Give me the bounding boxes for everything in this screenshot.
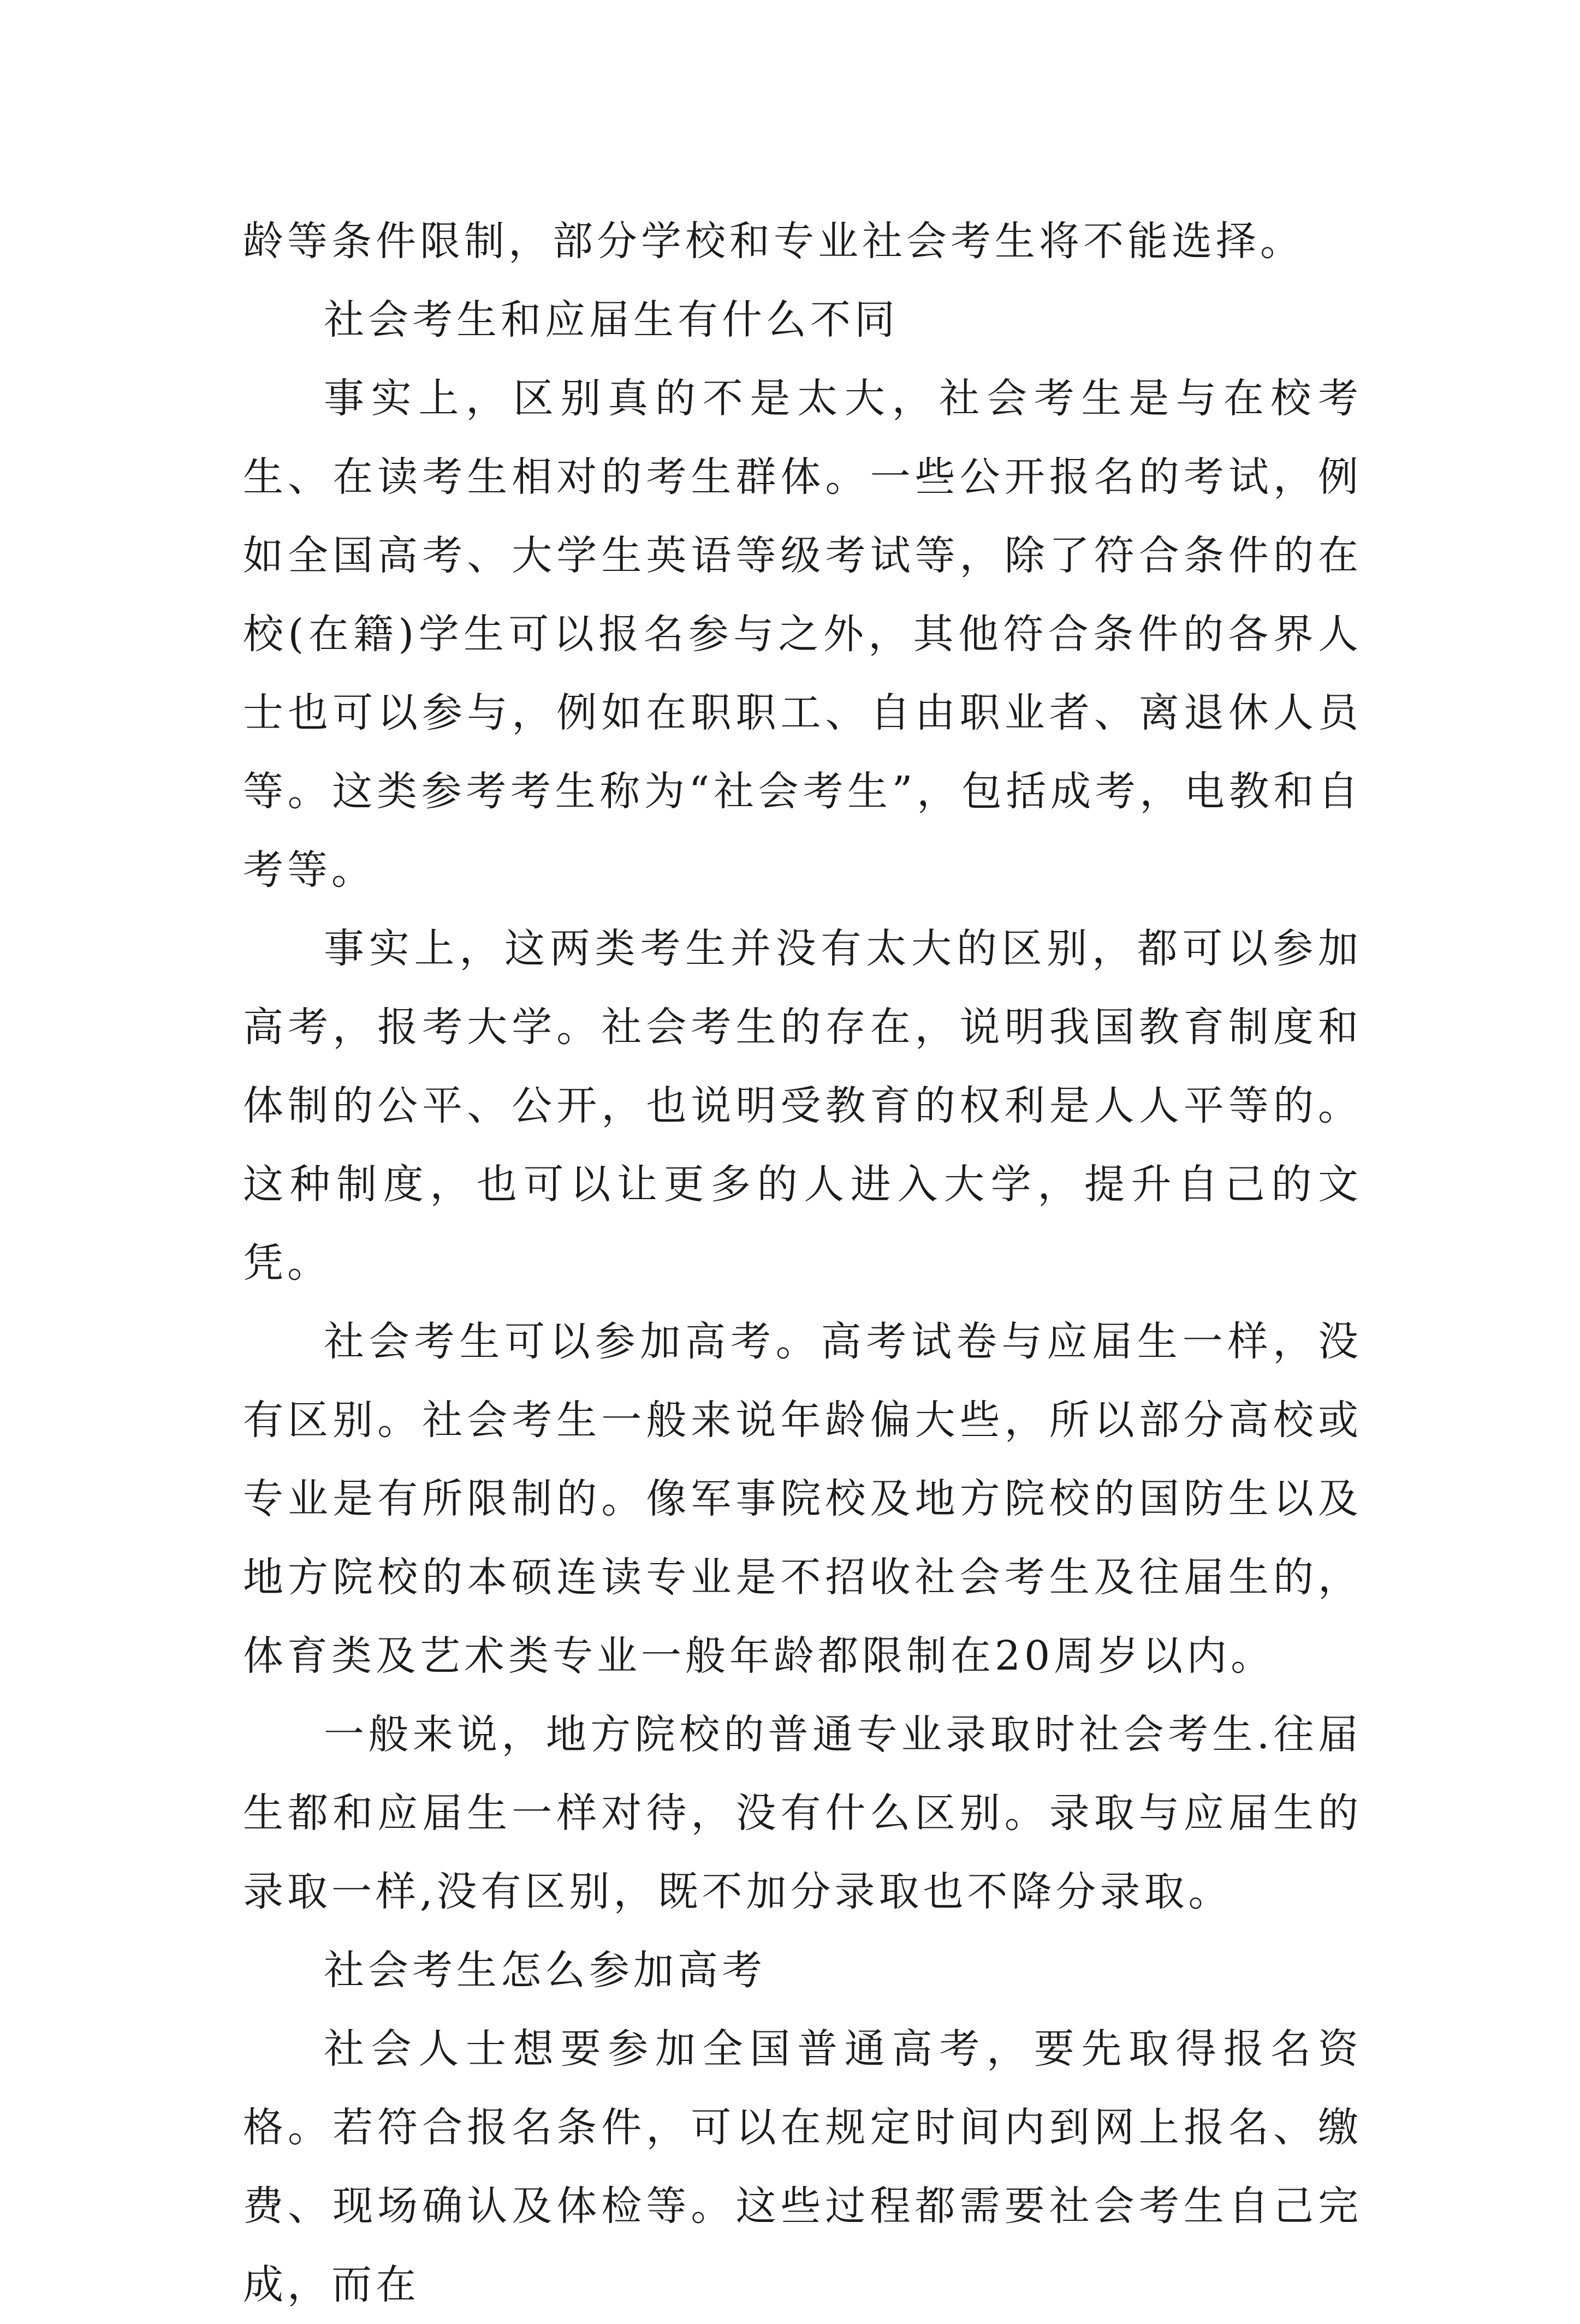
paragraph-8: 社会人士想要参加全国普通高考，要先取得报名资格。若符合报名条件，可以在规定时间内到网上报名、缴费、现场确认及体检等。这些过程都需要社会考生自己完成，而在 bbox=[243, 2025, 1362, 2308]
paragraph-1: 龄等条件限制，部分学校和专业社会考生将不能选择。 bbox=[243, 218, 1304, 265]
section-heading-how-to-apply: 社会考生怎么参加高考 bbox=[324, 1947, 766, 1994]
document-body bbox=[243, 202, 1362, 2324]
section-heading-difference: 社会考生和应届生有什么不同 bbox=[324, 296, 899, 343]
paragraph-6: 一般来说，地方院校的普通专业录取时社会考生.往届生都和应届生一样对待，没有什么区别。录取与应届生的录取一样,没有区别，既不加分录取也不降分录取。 bbox=[243, 1711, 1362, 1915]
paragraph-5: 社会考生可以参加高考。高考试卷与应届生一样，没有区别。社会考生一般来说年龄偏大些，所以部分高校或专业是有所限制的。像军事院校及地方院校的国防生以及地方院校的本硕连读专业是不招收社会考生及往届生的，体育类及艺术类专业一般年龄都限制在20周岁以内。 bbox=[243, 1318, 1362, 1679]
paragraph-4: 事实上，这两类考生并没有太大的区别，都可以参加高考，报考大学。社会考生的存在，说明我国教育制度和体制的公平、公开，也说明受教育的权利是人人平等的。这种制度，也可以让更多的人进入大学，提升自己的文凭。 bbox=[243, 925, 1362, 1286]
paragraph-3: 事实上，区别真的不是太大，社会考生是与在校考生、在读考生相对的考生群体。一些公开报名的考试，例如全国高考、大学生英语等级考试等，除了符合条件的在校(在籍)学生可以报名参与之外，其他符合条件的各界人士也可以参与，例如在职职工、自由职业者、离退休人员等。这类参考考生称为“社会考生”，包括成考，电教和自考等。 bbox=[243, 375, 1362, 893]
